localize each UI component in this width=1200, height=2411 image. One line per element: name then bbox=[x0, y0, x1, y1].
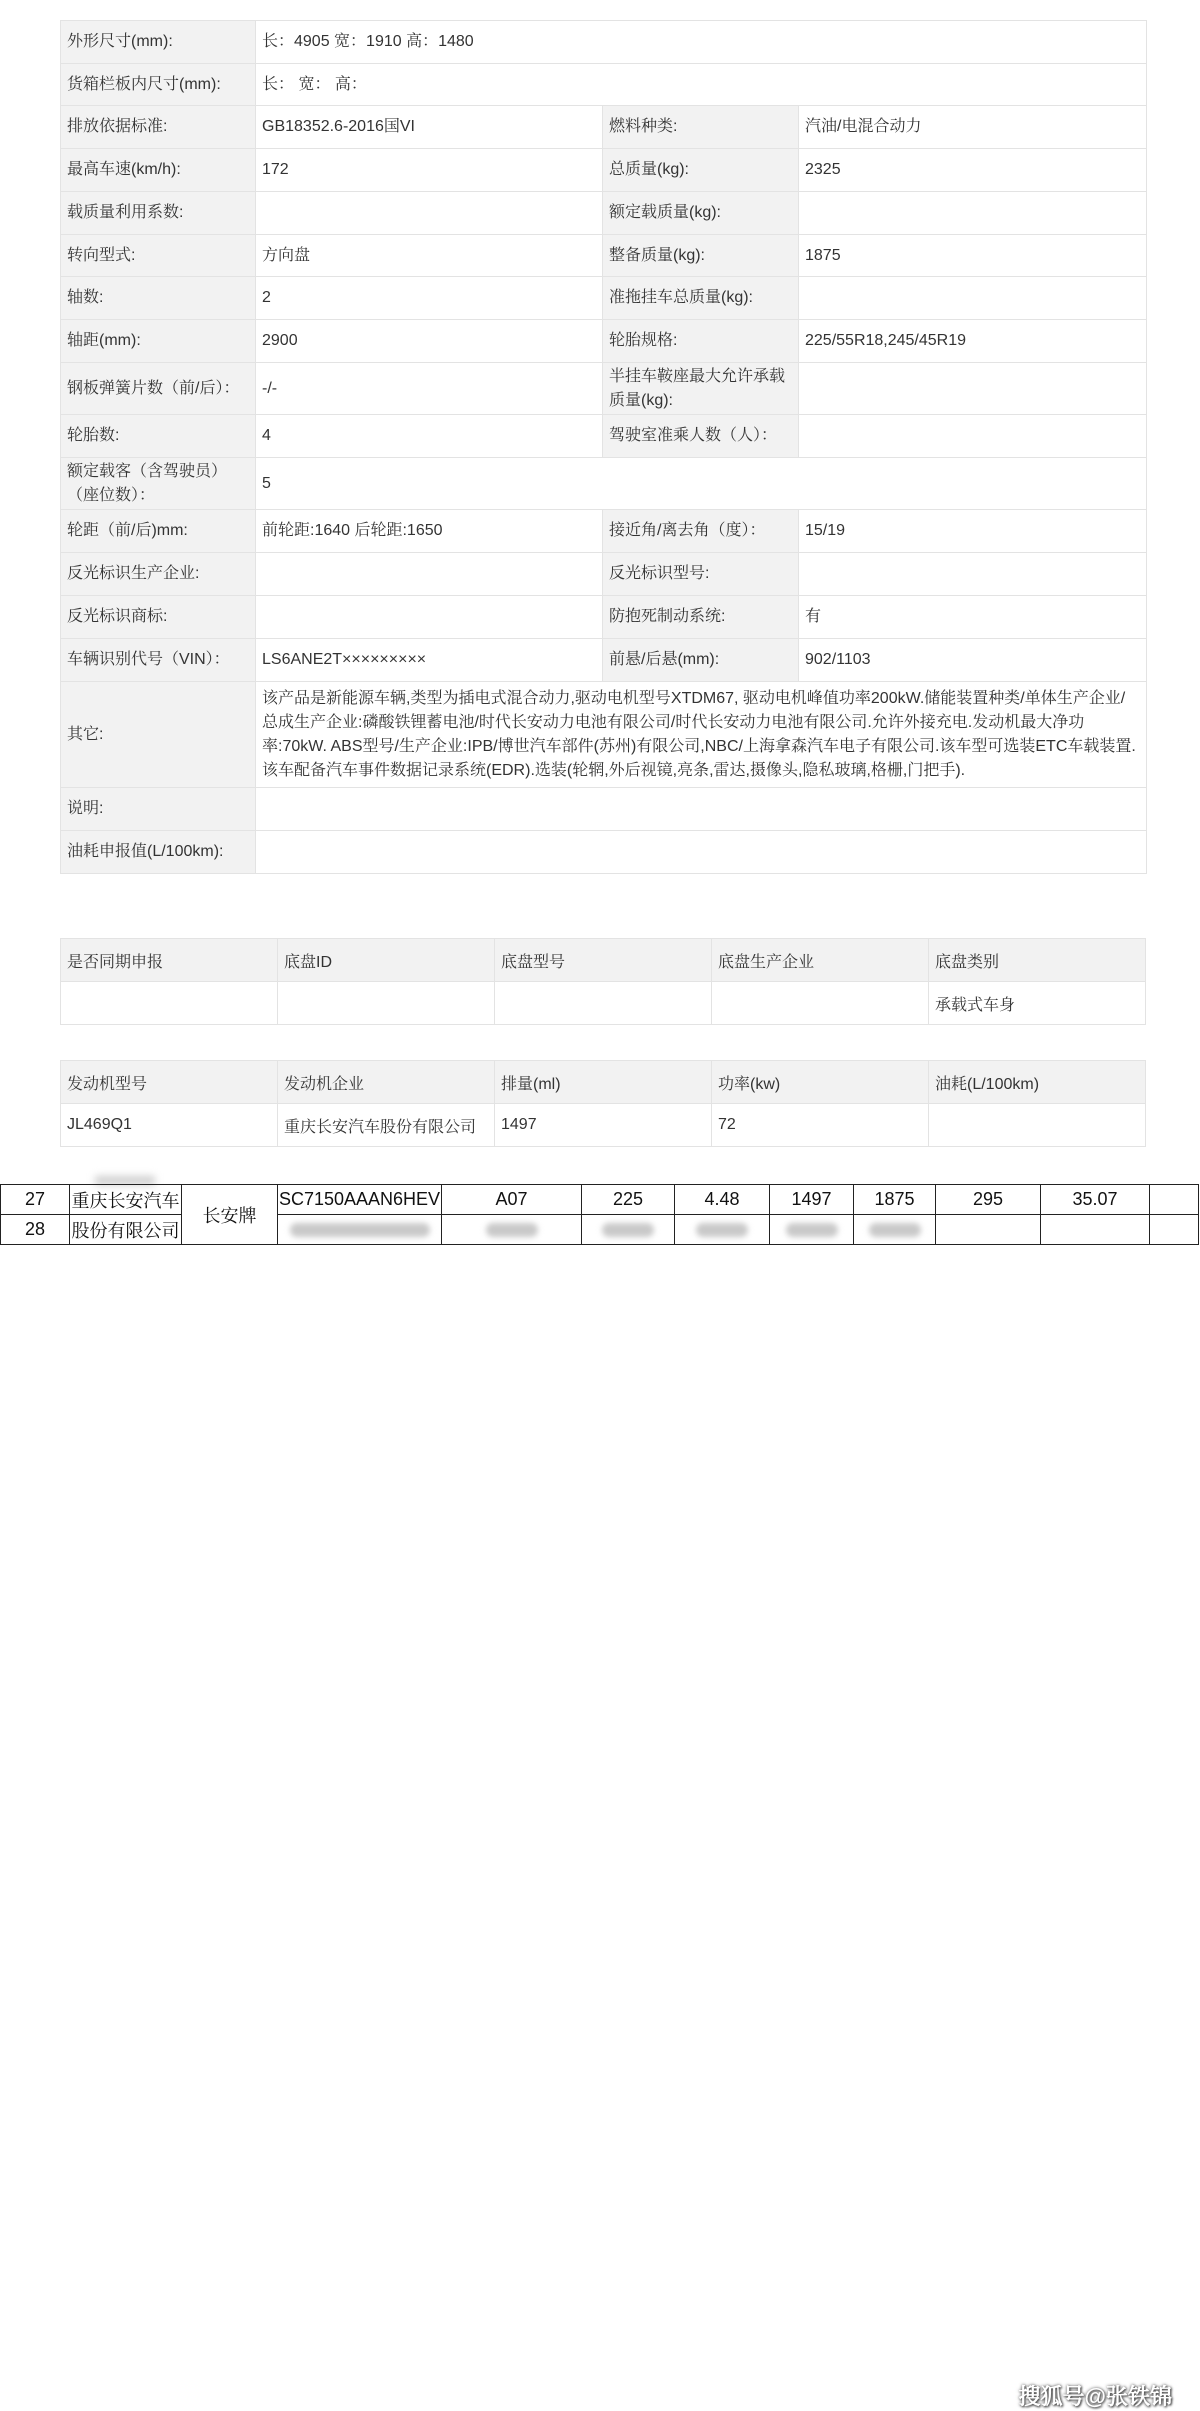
blurred-cell bbox=[1041, 1215, 1150, 1245]
company-line-2: 股份有限公司 bbox=[70, 1215, 182, 1245]
spec-label: 半挂车鞍座最大允许承载质量(kg): bbox=[603, 363, 799, 415]
spec-row bbox=[61, 64, 1147, 106]
blurred-cell bbox=[936, 1215, 1041, 1245]
spec-value: 该产品是新能源车辆,类型为插电式混合动力,驱动电机型号XTDM67, 驱动电机峰值功率200kW.储能装置种类/单体生产企业/总成生产企业:磷酸铁锂蓄电池/时代长安动力电池有限公司/时代长安动力电池有限公司.允许外接充电.发动机最大净功率:70kW. ABS型号/生产企业:IPB/博世汽车部件(苏州)有限公司,NBC/上海拿森汽车电子有限公司.该车型可选装ETC车载装置.该车配备汽车事件数据记录系统(EDR).选装(轮辋,外后视镜,亮条,雷达,摄像头,隐私玻璃,格栅,门把手). bbox=[256, 682, 1147, 788]
spec-value bbox=[799, 277, 1147, 320]
spec-value: -/- bbox=[256, 363, 603, 415]
value-cell: 295 bbox=[936, 1185, 1041, 1215]
chassis-header-cell: 底盘ID bbox=[278, 939, 495, 982]
spec-table bbox=[60, 20, 1147, 874]
engine-cell: JL469Q1 bbox=[61, 1104, 278, 1147]
spec-label: 额定载客（含驾驶员）（座位数）： bbox=[61, 458, 256, 510]
spec-value: 4 bbox=[256, 415, 603, 458]
spec-value bbox=[799, 553, 1147, 596]
spec-label: 轴距(mm): bbox=[61, 320, 256, 363]
spec-value: 汽油/电混合动力 bbox=[799, 106, 1147, 149]
spec-value: 长：4905 宽：1910 高：1480 bbox=[256, 21, 1147, 64]
spec-value bbox=[256, 831, 1147, 874]
spec-value: 1875 bbox=[799, 235, 1147, 277]
spec-label: 轮胎规格: bbox=[603, 320, 799, 363]
chassis-table bbox=[60, 938, 1146, 1025]
spec-value: 5 bbox=[256, 458, 1147, 510]
spec-value: 172 bbox=[256, 149, 603, 192]
spec-value: 前轮距:1640 后轮距:1650 bbox=[256, 510, 603, 553]
chassis-header-cell: 底盘类别 bbox=[929, 939, 1146, 982]
engine-cell: 重庆长安汽车股份有限公司 bbox=[278, 1104, 495, 1147]
spec-label: 整备质量(kg): bbox=[603, 235, 799, 277]
spec-value bbox=[256, 553, 603, 596]
catalog-row-28 bbox=[1, 1215, 1199, 1245]
spec-row bbox=[61, 363, 1147, 415]
blurred-cell bbox=[582, 1215, 675, 1245]
chassis-data-row bbox=[61, 982, 1146, 1025]
value-cell: 1497 bbox=[770, 1185, 854, 1215]
value-cell: 4.48 bbox=[675, 1185, 770, 1215]
engine-data-row bbox=[61, 1104, 1146, 1147]
spec-value bbox=[256, 192, 603, 235]
spec-label: 额定载质量(kg): bbox=[603, 192, 799, 235]
spec-row bbox=[61, 21, 1147, 64]
spec-label: 反光标识生产企业: bbox=[61, 553, 256, 596]
spec-value: 2325 bbox=[799, 149, 1147, 192]
spec-value: GB18352.6-2016国VI bbox=[256, 106, 603, 149]
spec-value: 2 bbox=[256, 277, 603, 320]
spec-row bbox=[61, 831, 1147, 874]
spec-label: 油耗申报值(L/100km): bbox=[61, 831, 256, 874]
spec-value: 225/55R18,245/45R19 bbox=[799, 320, 1147, 363]
spec-label: 反光标识型号: bbox=[603, 553, 799, 596]
engine-cell: 72 bbox=[712, 1104, 929, 1147]
model-cell: SC7150AAAN6HEV bbox=[278, 1185, 442, 1215]
spec-value bbox=[799, 415, 1147, 458]
row-number: 27 bbox=[1, 1185, 70, 1215]
chassis-header-row bbox=[61, 939, 1146, 982]
spec-row bbox=[61, 415, 1147, 458]
blurred-cell bbox=[675, 1215, 770, 1245]
spec-value: LS6ANE2T××××××××× bbox=[256, 639, 603, 682]
blurred-cell bbox=[854, 1215, 936, 1245]
spec-label: 反光标识商标: bbox=[61, 596, 256, 639]
chassis-header-cell: 是否同期申报 bbox=[61, 939, 278, 982]
spec-label: 轴数: bbox=[61, 277, 256, 320]
engine-header-cell: 发动机型号 bbox=[61, 1061, 278, 1104]
chassis-cell bbox=[61, 982, 278, 1025]
catalog-table bbox=[0, 1184, 1199, 1245]
spec-row bbox=[61, 277, 1147, 320]
brand-cell: 长安牌 bbox=[182, 1185, 278, 1245]
engine-header-cell: 功率(kw) bbox=[712, 1061, 929, 1104]
spec-row bbox=[61, 235, 1147, 277]
spec-label: 接近角/离去角（度）： bbox=[603, 510, 799, 553]
spec-value bbox=[799, 363, 1147, 415]
spec-row bbox=[61, 149, 1147, 192]
spec-value: 有 bbox=[799, 596, 1147, 639]
spec-row bbox=[61, 192, 1147, 235]
spec-value: 长： 宽： 高： bbox=[256, 64, 1147, 106]
spec-label: 货箱栏板内尺寸(mm): bbox=[61, 64, 256, 106]
row-number: 28 bbox=[1, 1215, 70, 1245]
catalog-excerpt bbox=[0, 1176, 1200, 2409]
spec-row bbox=[61, 788, 1147, 831]
spec-label: 车辆识别代号（VIN）： bbox=[61, 639, 256, 682]
engine-table bbox=[60, 1060, 1146, 1147]
spec-row bbox=[61, 553, 1147, 596]
spec-label: 防抱死制动系统: bbox=[603, 596, 799, 639]
spec-row bbox=[61, 682, 1147, 788]
spec-value: 2900 bbox=[256, 320, 603, 363]
spec-label: 转向型式: bbox=[61, 235, 256, 277]
blurred-cell bbox=[278, 1215, 442, 1245]
spec-label: 说明: bbox=[61, 788, 256, 831]
spec-label: 排放依据标准: bbox=[61, 106, 256, 149]
spec-label: 准拖挂车总质量(kg): bbox=[603, 277, 799, 320]
catalog-row-27 bbox=[1, 1185, 1199, 1215]
spec-row bbox=[61, 106, 1147, 149]
chassis-cell: 承载式车身 bbox=[929, 982, 1146, 1025]
spec-label: 驾驶室准乘人数（人）： bbox=[603, 415, 799, 458]
spec-label: 载质量利用系数: bbox=[61, 192, 256, 235]
empty-cell bbox=[1150, 1215, 1199, 1245]
chassis-header-cell: 底盘型号 bbox=[495, 939, 712, 982]
chassis-header-cell: 底盘生产企业 bbox=[712, 939, 929, 982]
spec-label: 钢板弹簧片数（前/后）： bbox=[61, 363, 256, 415]
spec-row bbox=[61, 320, 1147, 363]
spec-value: 方向盘 bbox=[256, 235, 603, 277]
spec-label: 轮胎数: bbox=[61, 415, 256, 458]
chassis-cell bbox=[495, 982, 712, 1025]
spec-label: 其它: bbox=[61, 682, 256, 788]
value-cell: 35.07 bbox=[1041, 1185, 1150, 1215]
spec-label: 轮距（前/后)mm: bbox=[61, 510, 256, 553]
spec-value: 902/1103 bbox=[799, 639, 1147, 682]
chassis-cell bbox=[712, 982, 929, 1025]
spec-row bbox=[61, 510, 1147, 553]
spec-value: 15/19 bbox=[799, 510, 1147, 553]
value-cell: 1875 bbox=[854, 1185, 936, 1215]
spec-label: 最高车速(km/h): bbox=[61, 149, 256, 192]
spec-value bbox=[256, 596, 603, 639]
spec-label: 前悬/后悬(mm): bbox=[603, 639, 799, 682]
spec-value bbox=[256, 788, 1147, 831]
empty-cell bbox=[1150, 1185, 1199, 1215]
engine-header-cell: 排量(ml) bbox=[495, 1061, 712, 1104]
spec-value bbox=[799, 192, 1147, 235]
value-cell: A07 bbox=[442, 1185, 582, 1215]
spec-label: 总质量(kg): bbox=[603, 149, 799, 192]
engine-cell: 1497 bbox=[495, 1104, 712, 1147]
blurred-cell bbox=[770, 1215, 854, 1245]
engine-header-cell: 油耗(L/100km) bbox=[929, 1061, 1146, 1104]
chassis-cell bbox=[278, 982, 495, 1025]
spec-label: 燃料种类: bbox=[603, 106, 799, 149]
value-cell: 225 bbox=[582, 1185, 675, 1215]
spec-label: 外形尺寸(mm): bbox=[61, 21, 256, 64]
company-line-1: 重庆长安汽车 bbox=[70, 1185, 182, 1215]
watermark: 搜狐号@张铁锦 bbox=[1018, 2384, 1172, 2409]
engine-cell bbox=[929, 1104, 1146, 1147]
spec-row bbox=[61, 458, 1147, 510]
blurred-cell bbox=[442, 1215, 582, 1245]
spec-row bbox=[61, 596, 1147, 639]
engine-header-cell: 发动机企业 bbox=[278, 1061, 495, 1104]
engine-header-row bbox=[61, 1061, 1146, 1104]
spec-row bbox=[61, 639, 1147, 682]
